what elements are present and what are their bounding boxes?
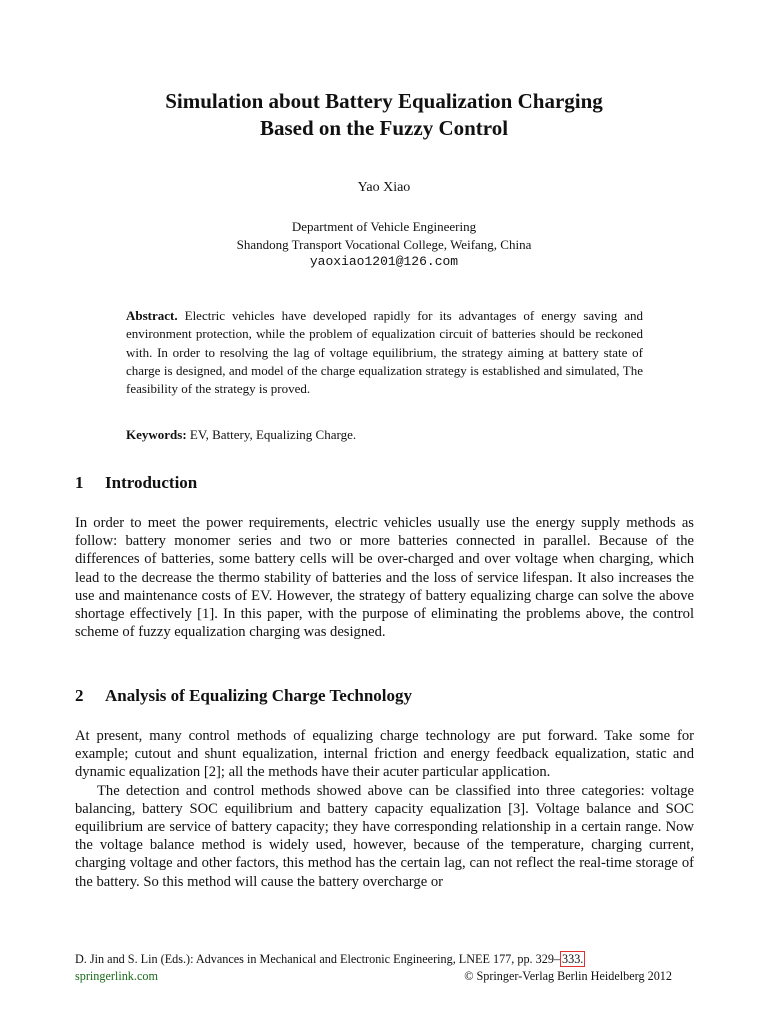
footer-bottom-line	[75, 968, 672, 984]
springerlink-link[interactable]: springerlink.com	[75, 969, 158, 983]
paper-title-line-1: Simulation about Battery Equalization Charging	[165, 89, 603, 113]
affiliation-department: Department of Vehicle Engineering	[291, 219, 477, 234]
keywords-text: EV, Battery, Equalizing Charge.	[189, 427, 357, 442]
keywords-label: Keywords:	[126, 427, 187, 442]
paper-title	[0, 88, 768, 142]
abstract	[126, 307, 643, 398]
citation-text: D. Jin and S. Lin (Eds.): Advances in Mechanical and Electronic Engineering, LNEE 177, pp. 329–	[75, 952, 561, 966]
author-name: Yao Xiao	[357, 180, 411, 195]
section-title: Introduction	[105, 473, 198, 492]
section-body-introduction	[75, 514, 694, 641]
affiliation-block	[0, 218, 768, 271]
copyright-text: © Springer-Verlag Berlin Heidelberg 2012	[464, 969, 672, 983]
citation-page-link[interactable]: 333.	[562, 952, 584, 966]
paragraph: The detection and control methods showed above can be classified into three categories: voltage balancing, battery SOC equilibrium and battery capacity equalization [3]. Voltage balance and SOC equilibrium are service of battery capacity; they have corresponding relationship in a certain range. Now the voltage balance method is widely used, however, because of the temperature, charging current, charging voltage and other factors, this method has the certain lag, can not reflect the real-time storage of the battery. So this method will cause the battery overcharge or	[75, 782, 694, 890]
section-number: 2	[75, 686, 84, 705]
paragraph: In order to meet the power requirements, electric vehicles usually use the energy supply methods as follow: battery monomer series and two or more batteries connected in parallel. Because of the differences of batteries, some battery cells will be over-charged and over voltage when charging, which lead to the decrease the thermo stability of batteries and the loss of service lifespan. It also increases the use and maintenance costs of EV. However, the strategy of battery equalizing charge can solve the above shortage effectively [1]. In this paper, with the purpose of eliminating the problems above, the control scheme of fuzzy equalization charging was designed.	[75, 515, 694, 641]
affiliation-institution: Shandong Transport Vocational College, Weifang, China	[236, 236, 532, 252]
abstract-label: Abstract.	[126, 308, 178, 323]
section-title: Analysis of Equalizing Charge Technology	[105, 686, 413, 705]
section-body-analysis	[75, 727, 694, 891]
paper-title-line-2: Based on the Fuzzy Control	[259, 116, 509, 140]
paragraph: At present, many control methods of equalizing charge technology are put forward. Take some for example; cutout and shunt equalization, internal friction and energy feedback equalization, static and dynamic equalization [2]; all the methods have their acuter particular application.	[75, 728, 694, 781]
citation-line	[75, 951, 695, 967]
section-heading-analysis	[75, 685, 695, 707]
section-heading-introduction	[75, 472, 695, 494]
abstract-text: Electric vehicles have developed rapidly for its advantages of energy saving and environment protection, while the problem of equalization circuit of batteries should be reckoned with. In order to resolving the lag of voltage equilibrium, the strategy aiming at battery state of charge is designed, and model of the charge equalization strategy is established and simulated, The feasibility of the strategy is proved.	[126, 308, 643, 397]
section-number: 1	[75, 473, 84, 492]
keywords	[126, 426, 643, 444]
author-email: yaoxiao1201@126.com	[309, 254, 459, 269]
